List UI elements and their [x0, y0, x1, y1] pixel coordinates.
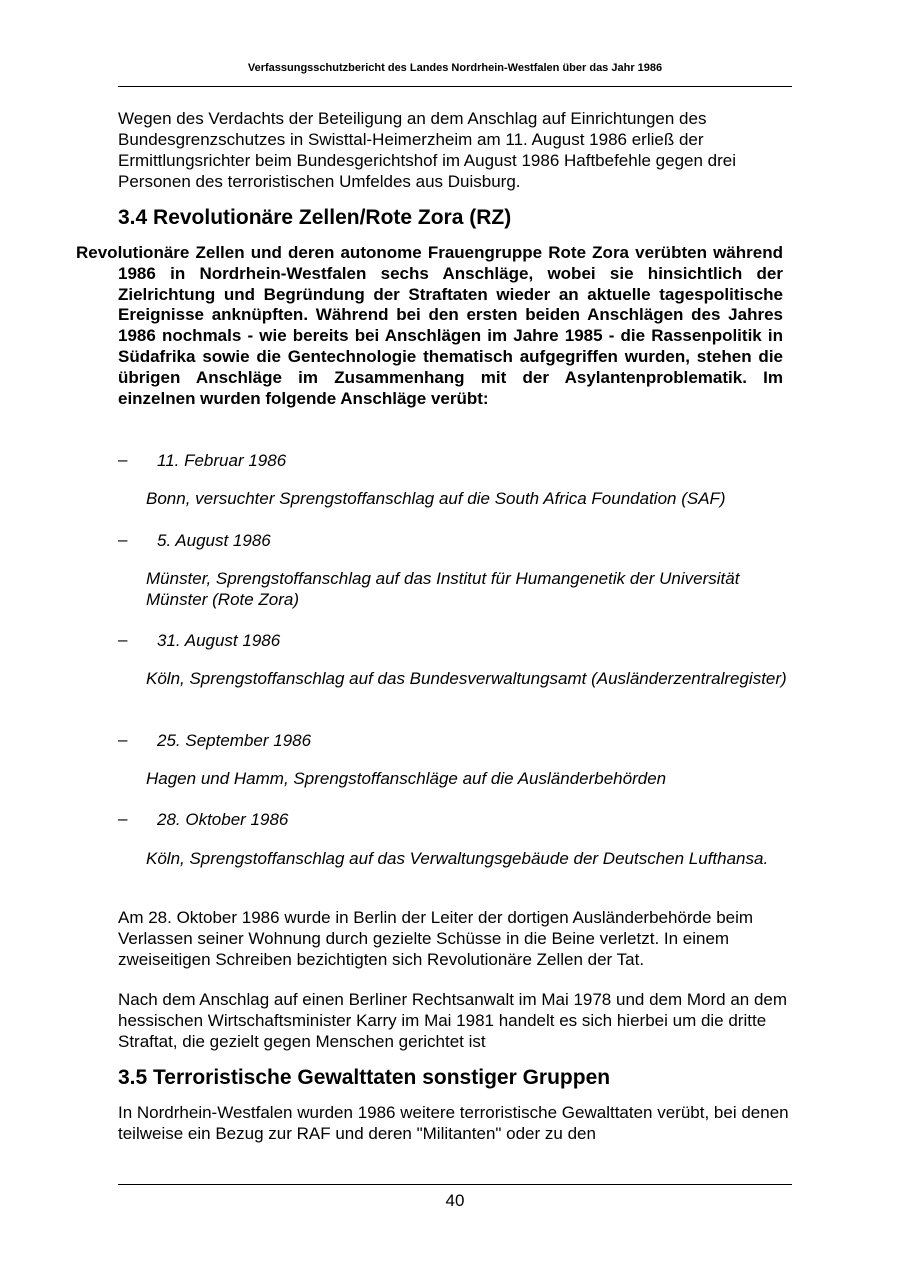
attack-date: 31. August 1986 [157, 631, 281, 650]
footer-rule [118, 1184, 792, 1185]
page-number: 40 [445, 1191, 465, 1210]
attack-date: 28. Oktober 1986 [157, 810, 289, 829]
section-3-4-heading: 3.4 Revolutionäre Zellen/Rote Zora (RZ) [118, 206, 512, 229]
berlin-paragraph: Am 28. Oktober 1986 wurde in Berlin der Leiter der dortigen Ausländerbehörde beim Verlassen seiner Wohnung durch gezielte Schüsse in die Beine verletzt. In einem zweiseitigen Schreiben bezichtigten sich Revolutionäre Zellen der Tat. [118, 908, 754, 969]
karry-paragraph: Nach dem Anschlag auf einen Berliner Rechtsanwalt im Mai 1978 und dem Mord an dem hessischen Wirtschaftsminister Karry im Mai 1981 handelt es sich hierbei um die dritte Straftat, die gezielt gegen Menschen gerichtet ist [118, 990, 788, 1051]
attack-date: 11. Februar 1986 [157, 451, 287, 470]
attack-description: Köln, Sprengstoffanschlag auf das Bundesverwaltungsamt (Ausländerzentralregister) [146, 669, 787, 688]
section-3-5-paragraph: In Nordrhein-Westfalen wurden 1986 weitere terroristische Gewalttaten verübt, bei denen teilweise ein Bezug zur RAF und deren "Militanten" oder zu den [118, 1103, 789, 1143]
attack-description: Bonn, versuchter Sprengstoffanschlag auf die South Africa Foundation (SAF) [146, 489, 726, 508]
section-3-5-heading: 3.5 Terroristische Gewalttaten sonstiger Gruppen [118, 1066, 611, 1089]
list-dash: – [118, 730, 128, 749]
list-dash: – [118, 809, 128, 828]
header-rule [118, 86, 792, 87]
attack-date: 25. September 1986 [157, 731, 312, 750]
list-dash: – [118, 530, 128, 549]
attack-description: Köln, Sprengstoffanschlag auf das Verwaltungsgebäude der Deutschen Lufthansa. [146, 849, 769, 868]
list-dash: – [118, 450, 128, 469]
attack-date: 5. August 1986 [157, 531, 271, 550]
section-3-4-lead-paragraph: Revolutionäre Zellen und deren autonome Frauengruppe Rote Zora verübten während 1986 in Nordrhein-Westfalen sechs Anschläge, wobei sie hinsichtlich der Zielrichtung und Begründung der Straftaten wieder an aktuelle tagespolitische Ereignisse anknüpften. Während bei den ersten beiden Anschlägen des Jahres 1986 nochmals - wie bereits bei Anschlägen im Jahre 1985 - die Rassenpolitik in Südafrika sowie die Gentechnologie thematisch aufgegriffen wurden, stehen die übrigen Anschläge im Zusammenhang mit der Asylantenproblematik. Im einzelnen wurden folgende Anschläge verübt: [76, 243, 783, 408]
intro-paragraph: Wegen des Verdachts der Beteiligung an dem Anschlag auf Einrichtungen des Bundesgrenzschutzes in Swisttal-Heimerzheim am 11. August 1986 erließ der Ermittlungsrichter beim Bundesgerichtshof im August 1986 Haftbefehle gegen drei Personen des terroristischen Umfeldes aus Duisburg. [118, 109, 737, 191]
attack-description: Münster, Sprengstoffanschlag auf das Institut für Humangenetik der Universität Münster (Rote Zora) [146, 569, 740, 609]
list-dash: – [118, 630, 128, 649]
running-header: Verfassungsschutzbericht des Landes Nordrhein-Westfalen über das Jahr 1986 [247, 62, 663, 74]
attack-description: Hagen und Hamm, Sprengstoffanschläge auf die Ausländerbehörden [146, 769, 667, 788]
